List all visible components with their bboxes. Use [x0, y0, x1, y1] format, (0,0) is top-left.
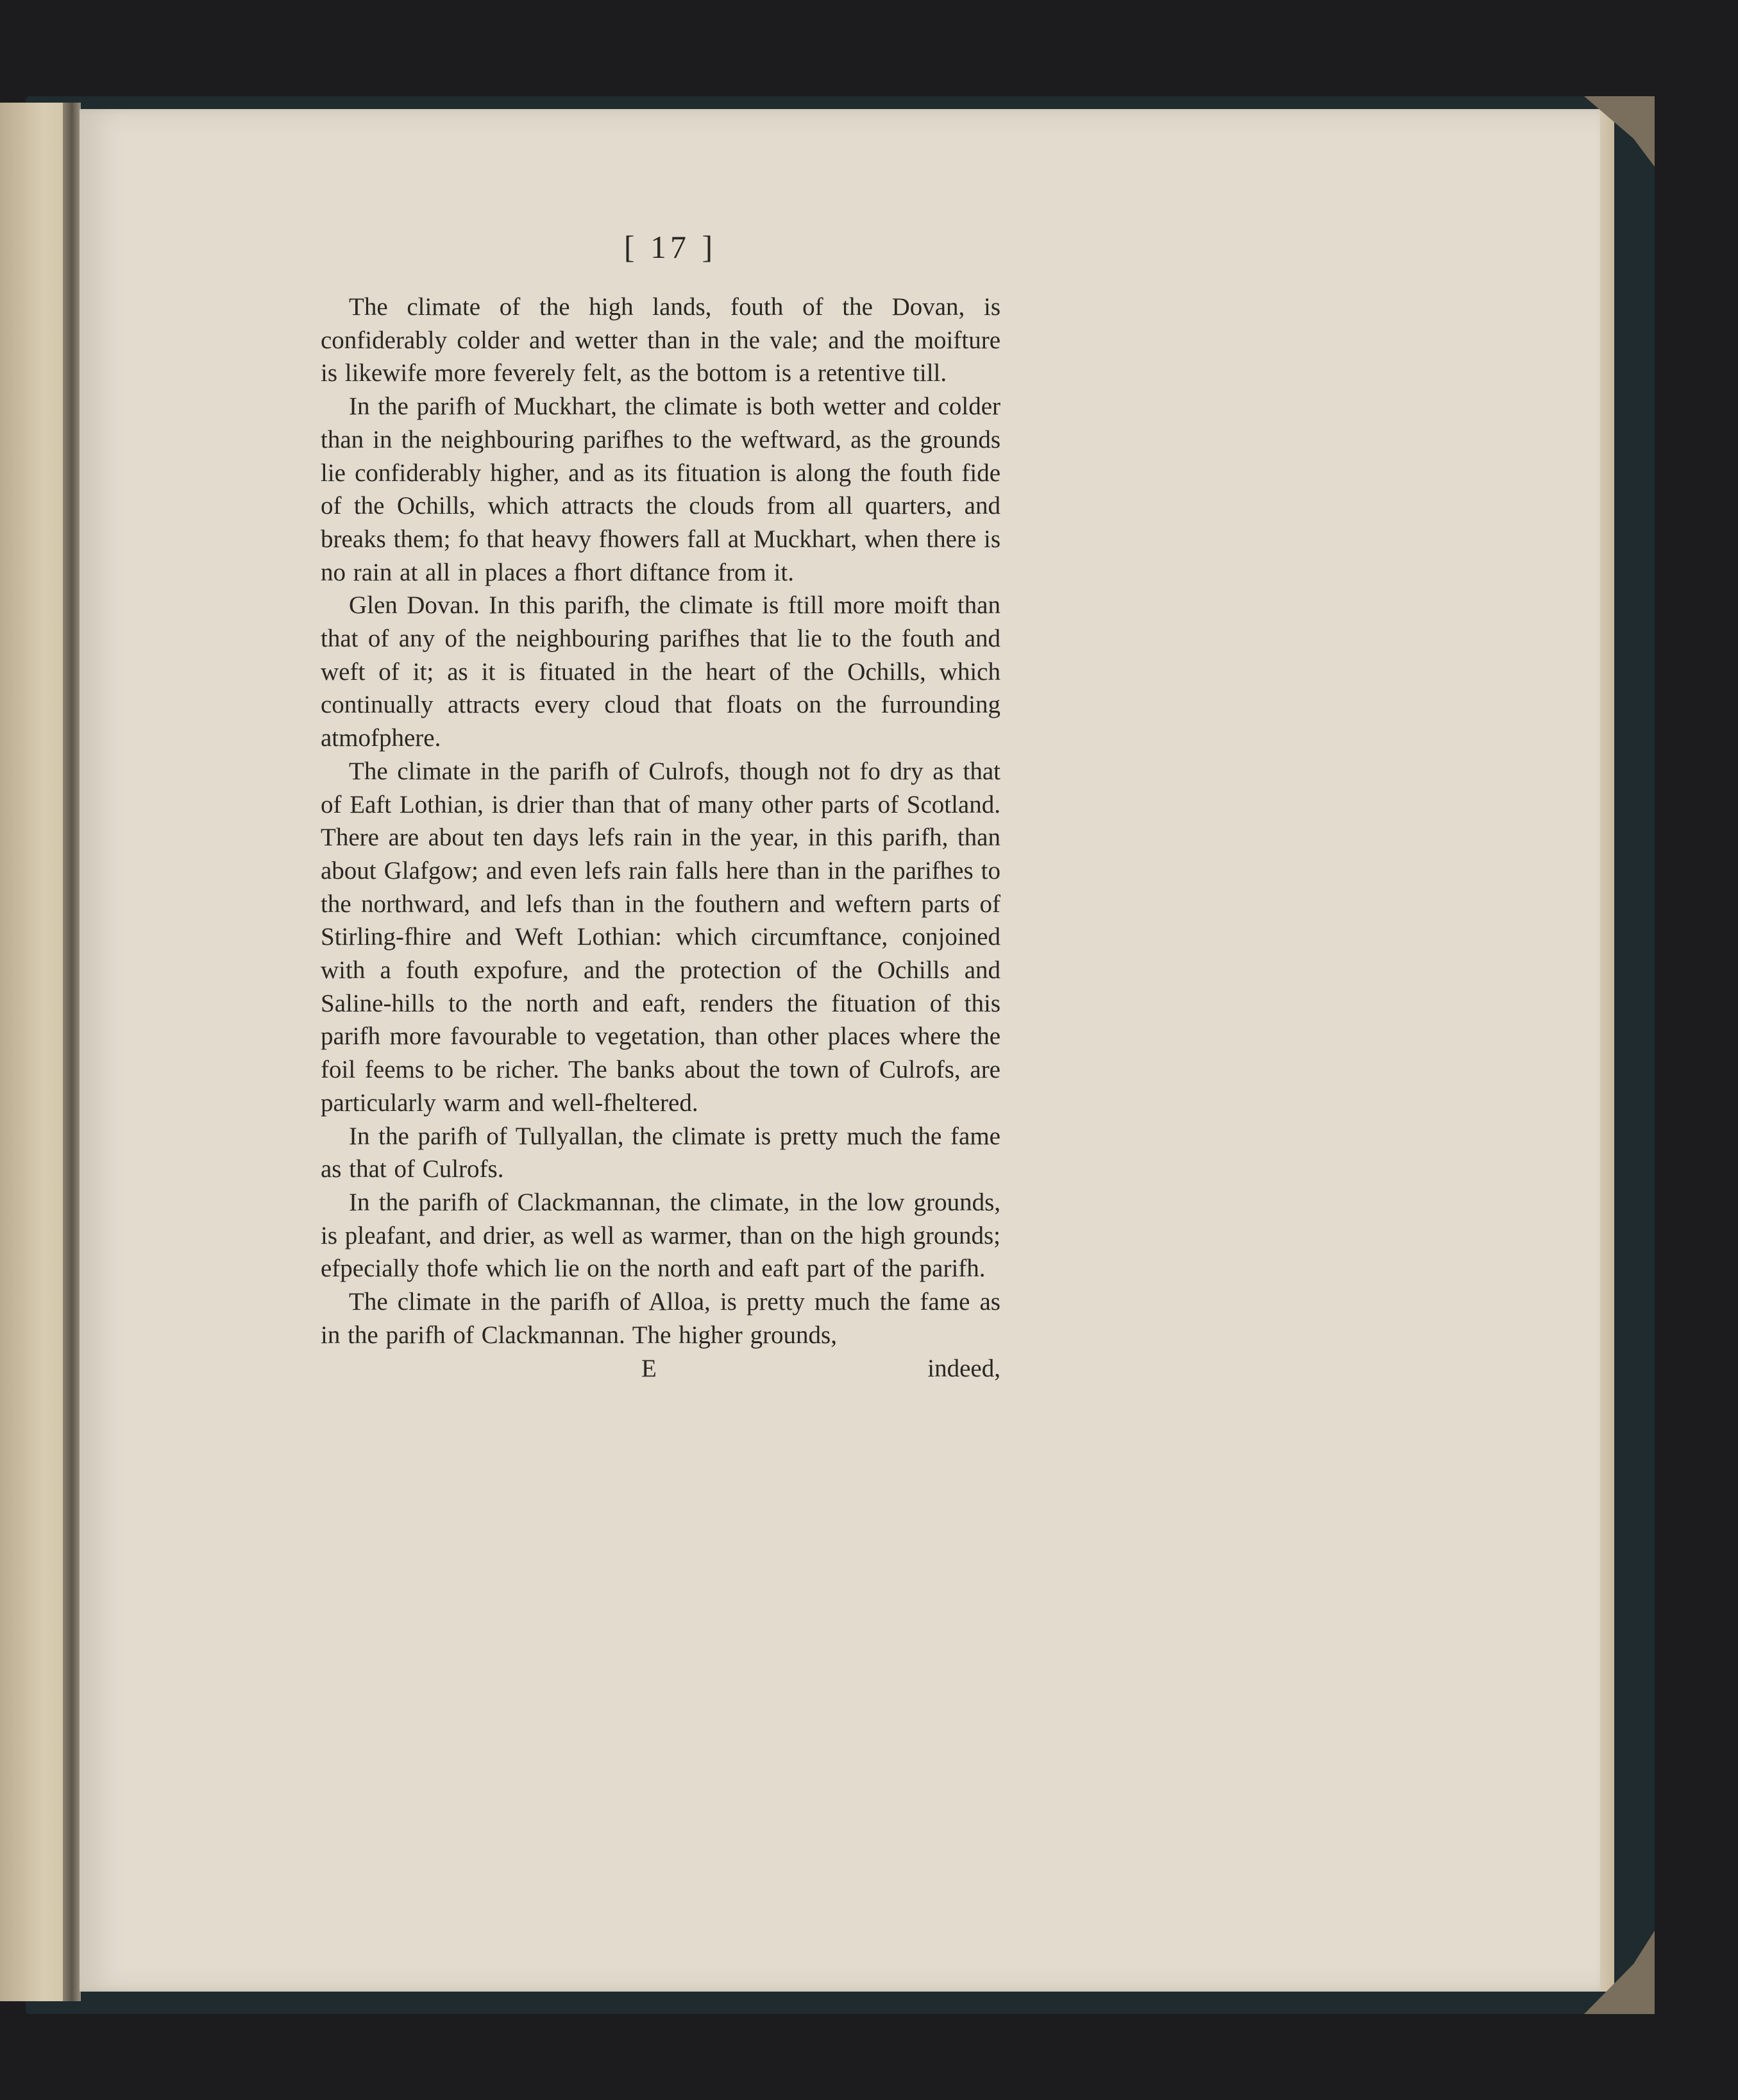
page-text-block: [321, 228, 1000, 1385]
paragraph-high-lands: The climate of the high lands, fouth of the Dovan, is confiderably colder and wetter than in the vale; and the moifture is likewife more feverely felt, as the bottom is a retentive till.: [321, 293, 1000, 387]
book-gutter: [63, 103, 81, 2001]
paragraph-alloa: The climate in the parifh of Alloa, is pretty much the fame as in the parifh of Clackmannan. The higher grounds,: [321, 1288, 1000, 1349]
signature-mark: E: [641, 1354, 657, 1382]
page-number: [ 17 ]: [623, 229, 717, 265]
paragraph-clackmannan: In the parifh of Clackmannan, the climate, in the low grounds, is pleafant, and drier, as well as warmer, than on the high grounds; efpecially thofe which lie on the north and eaft part of the parifh.: [321, 1188, 1000, 1283]
paragraph-muckhart: In the parifh of Muckhart, the climate is both wetter and colder than in the neighbouring parifhes to the weftward, as the grounds lie confiderably higher, and as its fituation is along the fouth fide of the Ochills, which attracts the clouds from all quarters, and breaks them; fo that heavy fhowers fall at Muckhart, when there is no rain at all in places a fhort diftance from it.: [321, 393, 1000, 586]
paragraph-glen-dovan: Glen Dovan. In this parifh, the climate is ftill more moift than that of any of the neighbouring parifhes that lie to the fouth and weft of it; as it is fituated in the heart of the Ochills, which continually attracts every cloud that floats on the furrounding atmofphere.: [321, 591, 1000, 752]
page-fore-edge: [1600, 109, 1614, 1992]
paragraph-tullyallan: In the parifh of Tullyallan, the climate is pretty much the fame as that of Culrofs.: [321, 1122, 1000, 1183]
paragraph-culross: The climate in the parifh of Culrofs, though not fo dry as that of Eaft Lothian, is drier than that of many other parts of Scotland. There are about ten days lefs rain in the year, in this parifh, than about Glafgow; and even lefs rain falls here than in the parifhes to the northward, and lefs than in the fouthern and weftern parts of Stirling-fhire and Weft Lothian: which circumftance, conjoined with a fouth expofure, and the protection of the Ochills and Saline-hills to the north and eaft, renders the fituation of this parifh more favourable to vegetation, than other places where the foil feems to be richer. The banks about the town of Culrofs, are particularly warm and well-fheltered.: [321, 757, 1000, 1117]
catchword: indeed,: [927, 1354, 1000, 1382]
page-footer: [321, 1352, 1000, 1385]
